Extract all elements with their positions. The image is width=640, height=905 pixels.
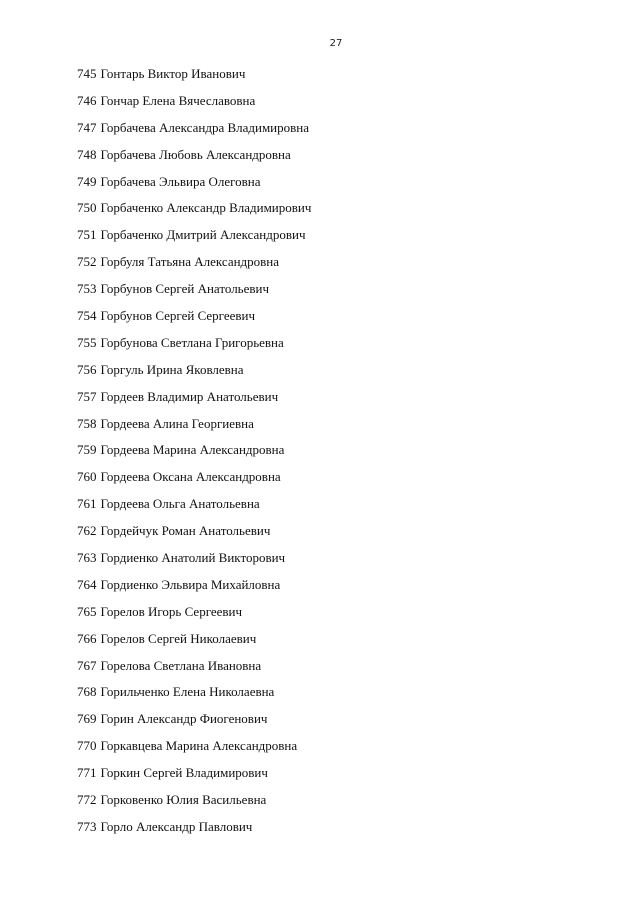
entry-name: Горбачева Эльвира Олеговна	[100, 173, 261, 189]
entry-number: 747	[77, 119, 97, 135]
list-item	[77, 522, 311, 549]
entry-number: 770	[77, 738, 97, 754]
entry-number: 753	[77, 281, 97, 297]
entry-name: Гордейчук Роман Анатольевич	[100, 523, 271, 539]
list-item	[77, 630, 311, 657]
list-item	[77, 549, 311, 576]
list-item	[77, 146, 311, 173]
entry-name: Горелова Светлана Ивановна	[100, 657, 262, 673]
page-number: 27	[329, 38, 343, 49]
entry-name: Горелов Игорь Сергеевич	[100, 603, 243, 619]
entry-name: Горло Александр Павлович	[100, 818, 253, 834]
list-item	[77, 657, 311, 684]
list-item	[77, 683, 311, 710]
entry-name: Горбаченко Дмитрий Александрович	[100, 227, 306, 243]
entry-name: Горбачева Любовь Александровна	[100, 146, 291, 162]
entry-number: 764	[77, 576, 97, 592]
list-item	[77, 415, 311, 442]
entry-name: Горгуль Ирина Яковлевна	[100, 361, 244, 377]
entry-number: 760	[77, 469, 97, 485]
entry-name: Горелов Сергей Николаевич	[100, 630, 257, 646]
entry-number: 748	[77, 146, 97, 162]
entry-name: Горкавцева Марина Александровна	[100, 738, 298, 754]
entry-number: 767	[77, 657, 97, 673]
entry-name: Гордиенко Эльвира Михайловна	[100, 576, 281, 592]
list-item	[77, 199, 311, 226]
entry-number: 758	[77, 415, 97, 431]
entry-number: 757	[77, 388, 97, 404]
entry-number: 751	[77, 227, 97, 243]
entry-name: Горковенко Юлия Васильевна	[100, 792, 267, 808]
list-item	[77, 710, 311, 737]
list-item	[77, 253, 311, 280]
list-item	[77, 334, 311, 361]
entry-number: 750	[77, 200, 97, 216]
entry-number: 772	[77, 792, 97, 808]
list-item	[77, 818, 311, 845]
list-item	[77, 226, 311, 253]
list-item	[77, 65, 311, 92]
entry-number: 771	[77, 765, 97, 781]
entry-name: Горбунов Сергей Сергеевич	[100, 308, 256, 324]
list-item	[77, 361, 311, 388]
list-item	[77, 441, 311, 468]
entry-name: Гончар Елена Вячеславовна	[100, 92, 256, 108]
entry-number: 749	[77, 173, 97, 189]
entry-name: Горкин Сергей Владимирович	[100, 765, 268, 781]
entry-number: 755	[77, 334, 97, 350]
entry-name: Горбаченко Александр Владимирович	[100, 200, 312, 216]
entry-number: 754	[77, 308, 97, 324]
entry-name: Гонтарь Виктор Иванович	[100, 66, 246, 81]
entry-name: Горильченко Елена Николаевна	[100, 684, 275, 700]
entry-number: 761	[77, 496, 97, 512]
entry-name: Гордеева Ольга Анатольевна	[100, 496, 260, 512]
list-item	[77, 468, 311, 495]
list-item	[77, 495, 311, 522]
entry-name: Горбунова Светлана Григорьевна	[100, 334, 284, 350]
list-item	[77, 280, 311, 307]
entry-name: Горбуля Татьяна Александровна	[100, 254, 280, 270]
entry-number: 752	[77, 254, 97, 270]
entry-number: 756	[77, 361, 97, 377]
list-item	[77, 92, 311, 119]
list-item	[77, 119, 311, 146]
list-item	[77, 173, 311, 200]
entry-name: Гордеев Владимир Анатольевич	[100, 388, 279, 404]
entry-number: 759	[77, 442, 97, 458]
name-list	[77, 65, 311, 845]
list-item	[77, 576, 311, 603]
entry-number: 745	[77, 66, 97, 81]
list-item	[77, 388, 311, 415]
list-item	[77, 307, 311, 334]
entry-name: Горбунов Сергей Анатольевич	[100, 281, 270, 297]
list-item	[77, 737, 311, 764]
entry-name: Горбачева Александра Владимировна	[100, 119, 310, 135]
entry-number: 766	[77, 630, 97, 646]
entry-number: 762	[77, 523, 97, 539]
entry-name: Гордеева Оксана Александровна	[100, 469, 281, 485]
entry-name: Гордиенко Анатолий Викторович	[100, 550, 286, 566]
list-item	[77, 791, 311, 818]
list-item	[77, 603, 311, 630]
entry-number: 763	[77, 550, 97, 566]
list-item	[77, 764, 311, 791]
entry-name: Горин Александр Фиогенович	[100, 711, 268, 727]
entry-number: 769	[77, 711, 97, 727]
entry-number: 768	[77, 684, 97, 700]
entry-name: Гордеева Алина Георгиевна	[100, 415, 254, 431]
entry-number: 773	[77, 818, 97, 834]
entry-number: 746	[77, 92, 97, 108]
entry-name: Гордеева Марина Александровна	[100, 442, 285, 458]
entry-number: 765	[77, 603, 97, 619]
